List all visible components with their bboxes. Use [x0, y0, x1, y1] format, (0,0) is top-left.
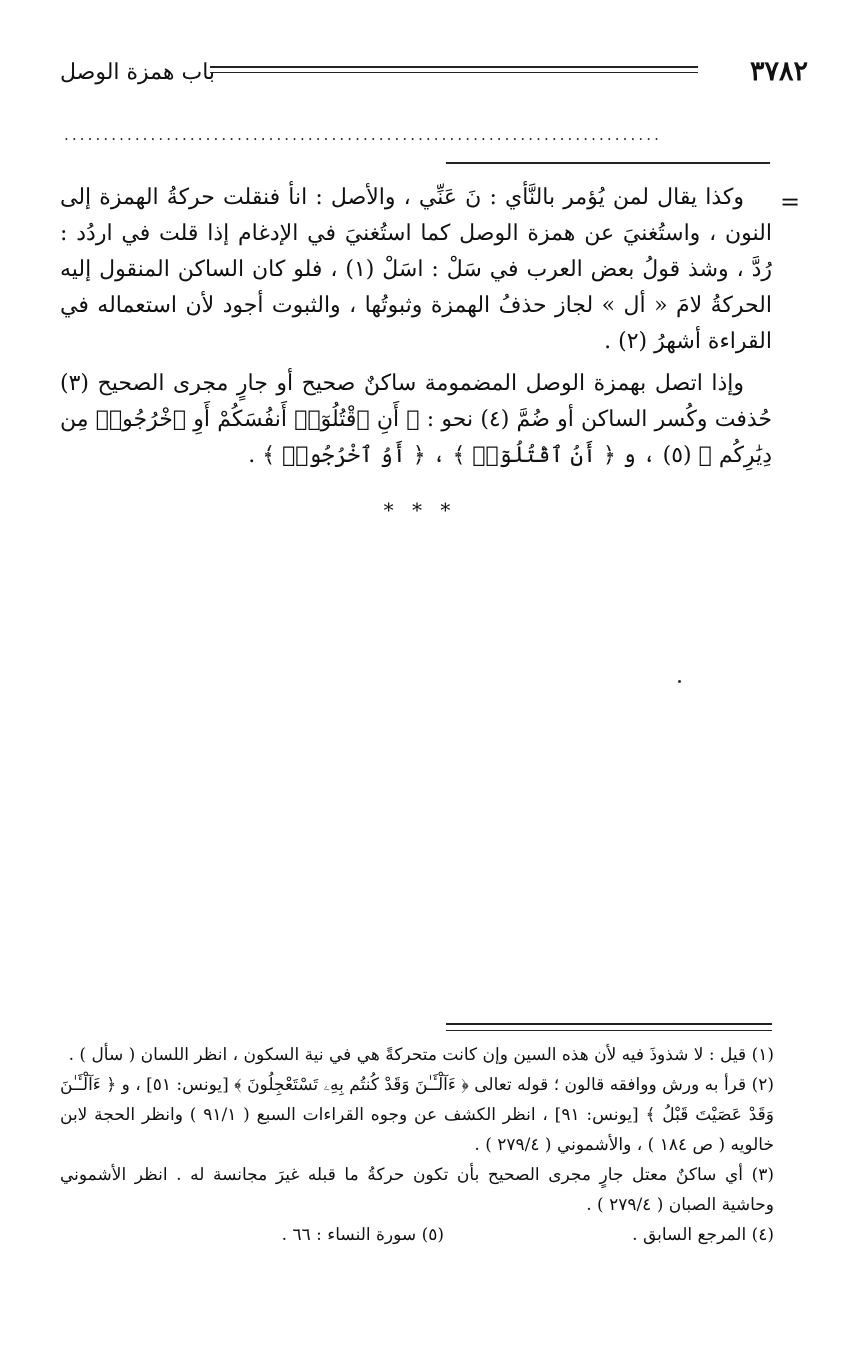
- running-title: باب همزة الوصل: [60, 60, 216, 85]
- continuation-mark: =: [780, 188, 801, 216]
- ink-speck: [678, 680, 681, 683]
- footnote: (١) قيل : لا شذوذَ فيه لأن هذه السين وإن كانت متحركةً هي في نية السكون ، انظر اللسان ( سأل ) .: [68, 1045, 774, 1065]
- footnote: (٢) قرأ به ورش ووافقه قالون ؛ قوله تعالى ﴿ ءَآلْـَٔـٰنَ وَقَدْ كُنتُم بِهِۦ تَسْتَعْجِلُونَ ﴾ [يونس: ٥١] ، و ﴿ ءَآلْـَٔـٰنَ وَقَدْ عَصَيْتَ قَبْلُ ﴾ [يونس: ٩١] ، انظر الكشف عن وجوه القراءات السبع ( ٩١/١ ) وانظر الحجة لابن خالويه ( ص ١٨٤ ) ، والأشموني ( ٢٧٩/٤ ) .: [60, 1075, 774, 1155]
- footnotes: [60, 1040, 774, 1250]
- page-header: [60, 56, 808, 96]
- footnote: (٤) المرجع السابق .: [632, 1225, 774, 1245]
- footnote-rule-thin: [446, 1030, 772, 1031]
- footnote-row: [60, 1220, 774, 1250]
- paragraph: وإذا اتصل بهمزة الوصل المضمومة ساكنٌ صحيح أو جارٍ مجرى الصحيح (٣) حُذفت وكُسر الساكن أو ضُمَّ (٤) نحو : ﴿ أَنِ ٱقْتُلُوٓا۟ أَنفُسَكُمْ أَوِ ٱخْرُجُوا۟ مِن دِيَٰرِكُم ﴾ (٥) ، و ﴿ أَنُ ٱقْتُلُوٓا۟ ﴾ ، ﴿ أَوُ ٱخْرُجُوا۟ ﴾ .: [60, 371, 772, 468]
- body-top-rule: [446, 162, 770, 164]
- footnote: (٥) سورة النساء : ٦٦ .: [281, 1225, 444, 1245]
- footnote: (٣) أي ساكنٌ معتل جارٍ مجرى الصحيح بأن تكون حركةُ ما قبله غيرَ مجانسة له . انظر الأشموني وحاشية الصبان ( ٢٧٩/٤ ) .: [60, 1165, 774, 1215]
- page-number: ٣٧٨٢: [749, 56, 808, 87]
- paragraph: وكذا يقال لمن يُؤمر بالنَّأي : نَ عَنِّي ، والأصل : انأ فنقلت حركةُ الهمزة إلى النون ، واستُغنيَ عن همزة الوصل كما استُغنيَ في الإدغام إذا قلت في اردُد : رُدَّ ، وشذ قولُ بعض العرب في سَلْ : اسَلْ (١) ، فلو كان الساكن المنقول إليه الحركةُ لامَ « أل » لجاز حذفُ الهمزة وثبوتُها ، والثبوت أجود لأن استعماله في القراءة أشهرُ (٢) .: [60, 185, 773, 354]
- main-text: [60, 180, 772, 480]
- footnote-rule: [446, 1023, 772, 1025]
- header-rule: [210, 66, 698, 73]
- section-end-stars: * * *: [383, 498, 457, 522]
- dotted-separator: ............................................................................: [64, 126, 662, 144]
